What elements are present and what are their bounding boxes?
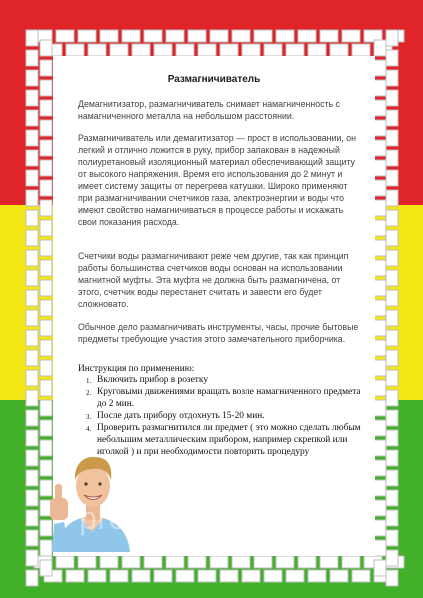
instructions-title: Инструкция по применению: — [78, 364, 195, 374]
frame-brick — [132, 570, 150, 582]
frame-brick — [122, 556, 140, 568]
frame-brick — [374, 560, 386, 576]
instruction-step — [78, 410, 362, 422]
frame-brick — [374, 60, 386, 76]
frame-brick — [374, 180, 386, 196]
frame-brick — [264, 570, 282, 582]
usage-paragraph: Обычное дело размагничивать инструменты, часы, прочие бытовые предметы требующие участия этого замечательного приборчика. — [78, 322, 359, 344]
frame-brick — [254, 556, 272, 568]
frame-brick — [374, 80, 386, 96]
frame-brick — [66, 44, 84, 56]
frame-brick — [26, 370, 38, 386]
frame-brick — [386, 270, 398, 286]
frame-brick — [26, 170, 38, 186]
frame-brick — [40, 160, 52, 176]
frame-brick — [40, 60, 52, 76]
frame-brick — [40, 320, 52, 336]
frame-brick — [100, 30, 118, 42]
frame-brick — [374, 340, 386, 356]
frame-brick — [26, 290, 38, 306]
frame-brick — [88, 44, 106, 56]
frame-brick — [26, 50, 38, 66]
frame-brick — [40, 560, 52, 576]
frame-brick — [78, 556, 96, 568]
intro-paragraph: Демагнитизатор, размагничиватель снимает намагниченность с намагниченного металла на небольшом расстоянии. — [78, 99, 340, 121]
frame-brick — [386, 210, 398, 226]
frame-brick — [386, 450, 398, 466]
frame-brick — [374, 100, 386, 116]
frame-brick — [26, 110, 38, 126]
frame-brick — [40, 240, 52, 256]
frame-brick — [26, 70, 38, 86]
frame-brick — [40, 340, 52, 356]
frame-brick — [242, 570, 260, 582]
frame-brick — [386, 470, 398, 486]
frame-brick — [26, 330, 38, 346]
frame-brick — [320, 30, 338, 42]
frame-brick — [26, 470, 38, 486]
frame-brick — [330, 44, 348, 56]
frame-brick — [26, 130, 38, 146]
frame-brick — [308, 570, 326, 582]
frame-brick — [386, 50, 398, 66]
frame-brick — [374, 460, 386, 476]
frame-brick — [26, 210, 38, 226]
frame-brick — [110, 44, 128, 56]
frame-brick — [386, 570, 398, 586]
frame-brick — [40, 200, 52, 216]
frame-brick — [386, 250, 398, 266]
frame-brick — [374, 40, 386, 56]
frame-brick — [26, 350, 38, 366]
frame-brick — [210, 556, 228, 568]
frame-brick — [298, 556, 316, 568]
frame-brick — [176, 44, 194, 56]
frame-brick — [374, 220, 386, 236]
frame-brick — [166, 30, 184, 42]
frame-brick — [26, 570, 38, 586]
frame-brick — [374, 280, 386, 296]
frame-brick — [374, 120, 386, 136]
instruction-step — [78, 386, 362, 410]
frame-brick — [386, 430, 398, 446]
frame-brick — [40, 80, 52, 96]
step-number: 3. — [86, 413, 92, 421]
frame-brick — [286, 44, 304, 56]
frame-brick — [40, 280, 52, 296]
frame-brick — [88, 570, 106, 582]
frame-brick — [386, 190, 398, 206]
frame-brick — [342, 30, 360, 42]
frame-brick — [374, 480, 386, 496]
document-title: Размагничиватель — [167, 74, 261, 85]
frame-brick — [386, 130, 398, 146]
frame-brick — [374, 200, 386, 216]
frame-brick — [220, 44, 238, 56]
frame-brick — [188, 30, 206, 42]
step-number: 2. — [86, 389, 92, 397]
frame-brick — [386, 410, 398, 426]
frame-brick — [26, 190, 38, 206]
frame-brick — [242, 44, 260, 56]
watermark: pro-elektro.com.ua — [79, 500, 355, 536]
frame-brick — [56, 30, 74, 42]
frame-brick — [386, 350, 398, 366]
frame-brick — [26, 30, 38, 46]
frame-brick — [276, 556, 294, 568]
step-text: Включить прибор в розетку — [97, 375, 209, 385]
instruction-step — [78, 374, 362, 386]
frame-brick — [386, 150, 398, 166]
frame-brick — [264, 44, 282, 56]
frame-brick — [66, 570, 84, 582]
frame-brick — [198, 570, 216, 582]
frame-brick — [26, 250, 38, 266]
frame-brick — [352, 44, 370, 56]
frame-brick — [386, 310, 398, 326]
frame-brick — [330, 570, 348, 582]
frame-brick — [26, 390, 38, 406]
frame-brick — [386, 70, 398, 86]
step-number: 4. — [86, 425, 92, 433]
step-text: Круговыми движениями вращать возле намагниченного предмета до 2 мин. — [97, 387, 361, 409]
frame-brick — [220, 570, 238, 582]
frame-brick — [374, 360, 386, 376]
frame-brick — [40, 360, 52, 376]
frame-brick — [374, 160, 386, 176]
frame-brick — [26, 270, 38, 286]
frame-brick — [26, 90, 38, 106]
frame-brick — [386, 370, 398, 386]
frame-brick — [386, 170, 398, 186]
frame-brick — [374, 300, 386, 316]
frame-brick — [374, 400, 386, 416]
frame-brick — [26, 450, 38, 466]
frame-brick — [122, 30, 140, 42]
frame-brick — [26, 550, 38, 566]
frame-brick — [374, 440, 386, 456]
frame-brick — [374, 420, 386, 436]
frame-brick — [40, 220, 52, 236]
frame-brick — [320, 556, 338, 568]
frame-brick — [374, 380, 386, 396]
frame-brick — [26, 310, 38, 326]
frame-brick — [26, 430, 38, 446]
frame-brick — [374, 320, 386, 336]
frame-brick — [198, 44, 216, 56]
frame-brick — [154, 44, 172, 56]
frame-brick — [144, 30, 162, 42]
frame-brick — [110, 570, 128, 582]
frame-brick — [40, 40, 52, 56]
frame-brick — [386, 290, 398, 306]
frame-brick — [276, 30, 294, 42]
frame-brick — [232, 30, 250, 42]
frame-brick — [100, 556, 118, 568]
step-text: После дать прибору отдохнуть 15-20 мин. — [97, 411, 265, 421]
frame-brick — [132, 44, 150, 56]
step-text: Проверить размагнитился ли предмет ( это можно сделать любым небольшим металлическим прибором, например скрепкой или иголкой ) и при необходимости повторить процедуру — [97, 423, 361, 457]
frame-brick — [386, 110, 398, 126]
frame-brick — [26, 150, 38, 166]
frame-brick — [386, 330, 398, 346]
frame-brick — [374, 260, 386, 276]
frame-brick — [308, 44, 326, 56]
frame-brick — [26, 410, 38, 426]
frame-brick — [386, 230, 398, 246]
frame-brick — [26, 230, 38, 246]
frame-brick — [286, 570, 304, 582]
frame-brick — [342, 556, 360, 568]
frame-brick — [386, 90, 398, 106]
frame-brick — [40, 180, 52, 196]
frame-brick — [298, 30, 316, 42]
frame-brick — [352, 570, 370, 582]
frame-brick — [40, 100, 52, 116]
frame-brick — [40, 300, 52, 316]
frame-brick — [374, 540, 386, 556]
frame-brick — [78, 30, 96, 42]
frame-brick — [40, 400, 52, 416]
frame-brick — [254, 30, 272, 42]
frame-brick — [40, 120, 52, 136]
frame-brick — [386, 550, 398, 566]
frame-brick — [40, 260, 52, 276]
frame-brick — [40, 140, 52, 156]
frame-brick — [374, 240, 386, 256]
water-meter-paragraph: Счетчики воды размагничивают реже чем другие, так как принцип работы большинства счетчиков воды основан на использовании магнитной муфты. Эта муфта не должна быть размагничена, от этого, счетчик воды перестанет считать и завести его будет сложновато. — [78, 251, 349, 309]
frame-brick — [56, 556, 74, 568]
description-paragraph: Размагничиватель или демагитизатор — прост в использовании, он легкий и отлично ложится в руку, прибор запакован в надежный полиуретановый изоляционный материал обеспечивающий защиту от высокого напряжения. Время его использования до 2 минут и имеет систему защиты от перегрева катушки. Широко применяют при размагничивании счетчиков газа, электроэнергии и воды что имеют свойство намагничиваться в процессе работы и искажать свои показания расхода. — [78, 133, 356, 227]
frame-brick — [374, 140, 386, 156]
frame-brick — [176, 570, 194, 582]
frame-brick — [232, 556, 250, 568]
frame-brick — [386, 390, 398, 406]
frame-brick — [144, 556, 162, 568]
frame-brick — [386, 30, 398, 46]
frame-brick — [210, 30, 228, 42]
frame-brick — [188, 556, 206, 568]
frame-brick — [154, 570, 172, 582]
step-number: 1. — [86, 377, 92, 385]
frame-brick — [40, 380, 52, 396]
frame-brick — [166, 556, 184, 568]
